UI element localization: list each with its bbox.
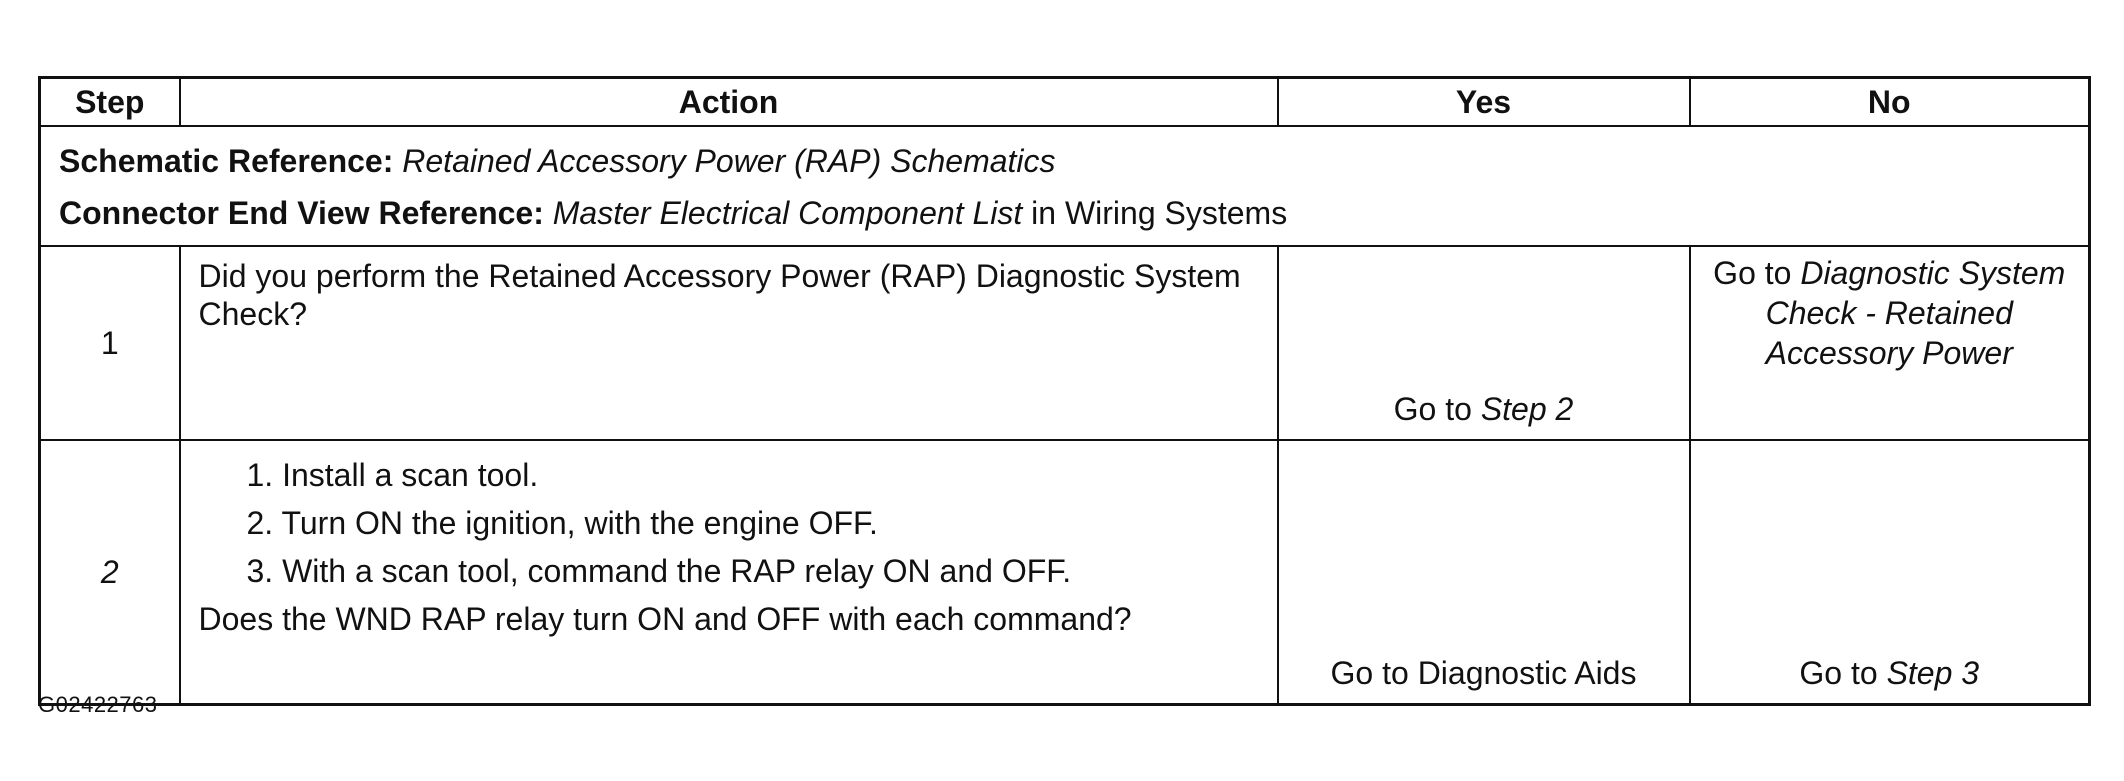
connector-reference-suffix: in Wiring Systems bbox=[1022, 195, 1288, 231]
action-question: Does the WND RAP relay turn ON and OFF with each command? bbox=[198, 601, 1132, 637]
step-number: 2 bbox=[40, 440, 180, 705]
no-prefix: Go to bbox=[1713, 255, 1801, 291]
header-row bbox=[40, 78, 2090, 127]
header-step: Step bbox=[40, 78, 180, 127]
action-cell bbox=[180, 246, 1278, 440]
connector-reference-link[interactable]: Master Electrical Component List bbox=[552, 195, 1023, 231]
connector-reference bbox=[59, 187, 2070, 239]
schematic-reference-link[interactable]: Retained Accessory Power (RAP) Schematics bbox=[402, 143, 1056, 179]
no-prefix: Go to bbox=[1799, 655, 1887, 691]
no-cell bbox=[1690, 440, 2090, 705]
table-row bbox=[40, 246, 2090, 440]
schematic-reference-label: Schematic Reference: bbox=[59, 143, 394, 179]
no-step-link[interactable]: Diagnostic System Check - Retained Accessory Power bbox=[1765, 255, 2066, 371]
diagnostic-table bbox=[38, 76, 2091, 706]
yes-cell bbox=[1278, 246, 1690, 440]
yes-prefix: Go to bbox=[1393, 391, 1481, 427]
action-question: Did you perform the Retained Accessory Power (RAP) Diagnostic System Check? bbox=[198, 258, 1241, 332]
step-number: 1 bbox=[40, 246, 180, 440]
connector-reference-label: Connector End View Reference: bbox=[59, 195, 544, 231]
yes-diagnostic-aids-link[interactable]: Go to Diagnostic Aids bbox=[1330, 655, 1637, 691]
reference-cell bbox=[40, 126, 2090, 246]
table-row bbox=[40, 440, 2090, 705]
list-item: 1. Install a scan tool. bbox=[246, 457, 539, 493]
header-yes: Yes bbox=[1278, 78, 1690, 127]
no-cell bbox=[1690, 246, 2090, 440]
list-item: 2. Turn ON the ignition, with the engine OFF. bbox=[246, 505, 878, 541]
no-step-link[interactable]: Step 3 bbox=[1886, 655, 1980, 691]
action-steps-list bbox=[199, 451, 1261, 595]
header-no: No bbox=[1690, 78, 2090, 127]
header-action: Action bbox=[180, 78, 1278, 127]
yes-step-link[interactable]: Step 2 bbox=[1480, 391, 1574, 427]
list-item: 3. With a scan tool, command the RAP relay ON and OFF. bbox=[246, 553, 1072, 589]
schematic-reference bbox=[59, 135, 2070, 187]
action-cell bbox=[180, 440, 1278, 705]
figure-id: G02422763 bbox=[38, 692, 158, 717]
reference-row bbox=[40, 126, 2090, 246]
yes-cell bbox=[1278, 440, 1690, 705]
